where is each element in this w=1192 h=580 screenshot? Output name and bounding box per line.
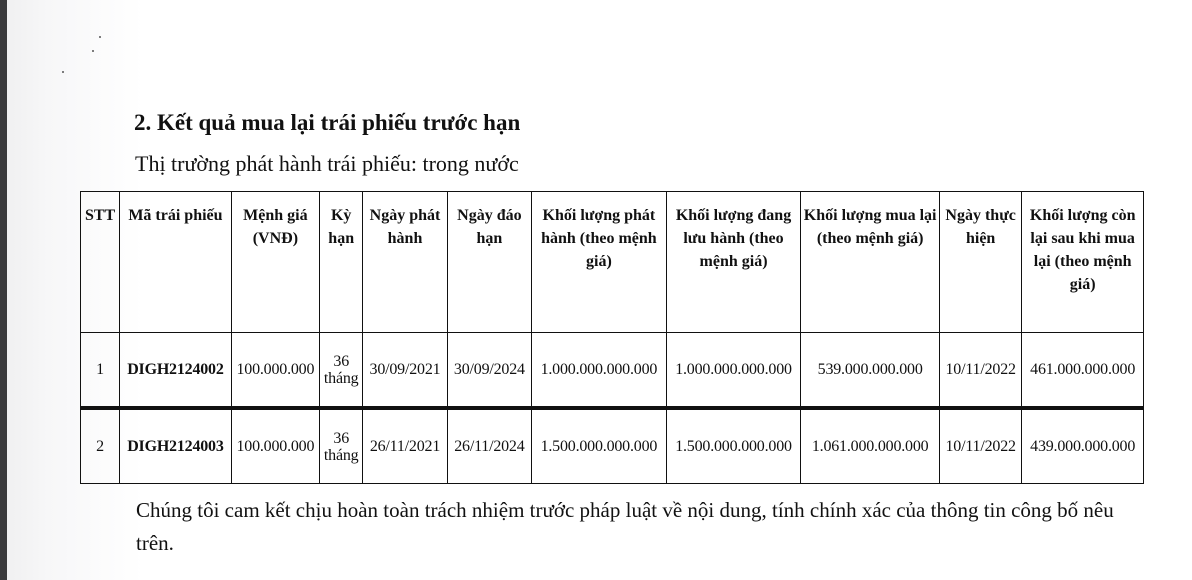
- scan-edge: [0, 0, 7, 580]
- market-line: Thị trường phát hành trái phiếu: trong nước: [135, 151, 519, 176]
- col-header-stt: STT: [81, 192, 120, 333]
- scan-speck: [99, 36, 101, 38]
- cell-code: DIGH2124003: [120, 408, 232, 484]
- cell-execution-date: 10/11/2022: [939, 408, 1021, 484]
- scan-speck: [62, 71, 64, 73]
- col-header-remaining-volume: Khối lượng còn lại sau khi mua lại (theo mệnh giá): [1022, 192, 1144, 333]
- cell-stt: 1: [81, 333, 120, 409]
- col-header-maturity-date: Ngày đáo hạn: [447, 192, 531, 333]
- cell-issue-date: 30/09/2021: [363, 333, 447, 409]
- cell-issued-volume: 1.000.000.000.000: [532, 333, 667, 409]
- cell-remaining-volume: 461.000.000.000: [1022, 333, 1144, 409]
- cell-repurchased-volume: 1.061.000.000.000: [801, 408, 940, 484]
- cell-maturity-date: 30/09/2024: [447, 333, 531, 409]
- table-header-row: [81, 192, 1144, 333]
- col-header-outstanding-volume: Khối lượng đang lưu hành (theo mệnh giá): [666, 192, 801, 333]
- col-header-execution-date: Ngày thực hiện: [939, 192, 1021, 333]
- table-row: [81, 333, 1144, 409]
- cell-par-value: 100.000.000: [231, 408, 319, 484]
- cell-tenor: 36 tháng: [320, 408, 363, 484]
- cell-execution-date: 10/11/2022: [939, 333, 1021, 409]
- cell-par-value: 100.000.000: [231, 333, 319, 409]
- commitment-statement: Chúng tôi cam kết chịu hoàn toàn trách nhiệm trước pháp luật về nội dung, tính chính xác của thông tin công bố nêu trên.: [136, 498, 1114, 555]
- cell-maturity-date: 26/11/2024: [447, 408, 531, 484]
- cell-issue-date: 26/11/2021: [363, 408, 447, 484]
- cell-stt: 2: [81, 408, 120, 484]
- col-header-repurchased-volume: Khối lượng mua lại (theo mệnh giá): [801, 192, 940, 333]
- col-header-issue-date: Ngày phát hành: [363, 192, 447, 333]
- cell-code: DIGH2124002: [120, 333, 232, 409]
- col-header-par-value: Mệnh giá (VNĐ): [231, 192, 319, 333]
- bond-repurchase-table: [80, 191, 1144, 484]
- cell-remaining-volume: 439.000.000.000: [1022, 408, 1144, 484]
- cell-tenor: 36 tháng: [320, 333, 363, 409]
- cell-repurchased-volume: 539.000.000.000: [801, 333, 940, 409]
- table-row: [81, 408, 1144, 484]
- cell-outstanding-volume: 1.000.000.000.000: [666, 333, 801, 409]
- col-header-issued-volume: Khối lượng phát hành (theo mệnh giá): [532, 192, 667, 333]
- col-header-code: Mã trái phiếu: [120, 192, 232, 333]
- col-header-tenor: Kỳ hạn: [320, 192, 363, 333]
- cell-outstanding-volume: 1.500.000.000.000: [666, 408, 801, 484]
- section-heading: 2. Kết quả mua lại trái phiếu trước hạn: [134, 110, 521, 135]
- scan-speck: [92, 50, 94, 52]
- cell-issued-volume: 1.500.000.000.000: [532, 408, 667, 484]
